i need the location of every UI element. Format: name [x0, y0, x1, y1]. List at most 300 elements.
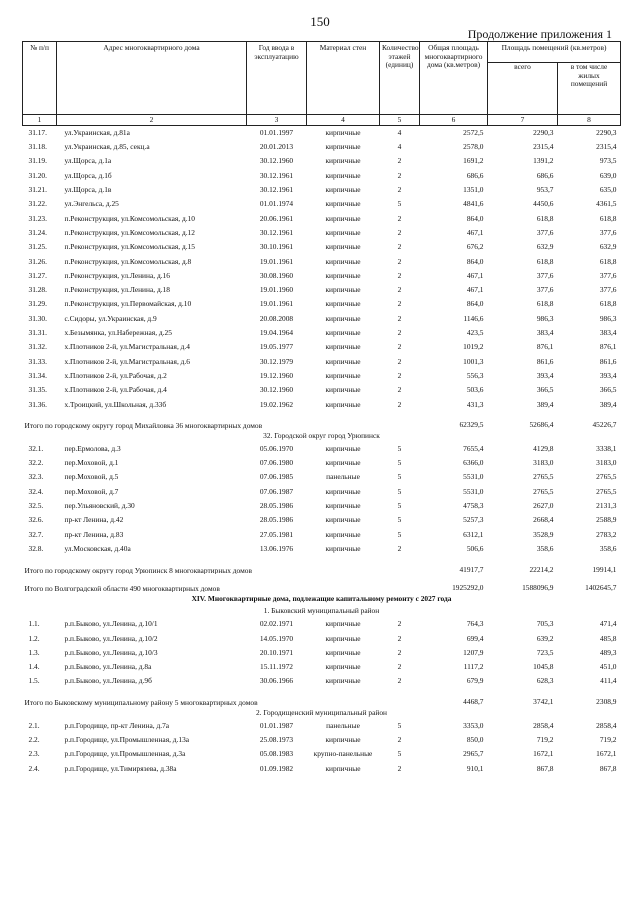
- row-premises-total: 358,6: [536, 543, 554, 553]
- table-row: [23, 456, 621, 470]
- row-address: х.Плотников 2-й, ул.Рабочая, д.2: [64, 370, 167, 380]
- row-floors: 5: [397, 199, 402, 209]
- table-row: [23, 126, 621, 141]
- row-number: 32.6.: [28, 515, 44, 525]
- total-premises: 22214,2: [529, 564, 554, 574]
- row-address: п.Реконструкция, ул.Комсомольская, д.8: [64, 256, 192, 266]
- row-premises-living: 489,3: [599, 647, 617, 657]
- table-row: [23, 240, 621, 254]
- row-address: пер.Моховой, д.5: [64, 472, 119, 482]
- row-premises-living: 2290,3: [596, 127, 617, 137]
- row-year: 25.08.1973: [259, 734, 294, 744]
- row-floors: 5: [397, 515, 402, 525]
- row-number: 31.26.: [28, 256, 47, 266]
- row-premises-living: 2765,5: [596, 472, 617, 482]
- row-material: крупно-панельные: [313, 749, 373, 759]
- row-premises-living: 2588,9: [596, 515, 617, 525]
- row-number: 31.17.: [28, 127, 47, 137]
- row-premises-living: 377,6: [599, 285, 617, 295]
- table-row: [23, 197, 621, 211]
- section-heading-row: [23, 430, 621, 442]
- row-floors: 4: [397, 127, 402, 137]
- row-material: кирпичные: [325, 515, 361, 525]
- row-premises-living: 2131,3: [596, 501, 617, 511]
- table-row: [23, 383, 621, 397]
- total-area: 4468,7: [463, 697, 484, 707]
- row-address: р.п.Быково, ул.Ленина, д.10/1: [64, 619, 158, 629]
- row-address: р.п.Быково, ул.Ленина, д.9б: [64, 676, 152, 686]
- row-material: кирпичные: [325, 270, 361, 280]
- column-index: 8: [558, 115, 621, 126]
- row-address: пер.Ульяновский, д.30: [64, 501, 135, 511]
- row-premises-living: 867,8: [599, 763, 617, 773]
- table-row: [23, 646, 621, 660]
- row-area: 503,6: [466, 385, 484, 395]
- row-premises-living: 1672,1: [596, 749, 617, 759]
- table-row: [23, 485, 621, 499]
- row-premises-total: 377,6: [536, 227, 554, 237]
- row-number: 1.5.: [28, 676, 40, 686]
- row-number: 31.32.: [28, 342, 47, 352]
- row-year: 19.02.1962: [259, 399, 294, 409]
- row-address: р.п.Городище, ул.Промышленная, д.13а: [64, 734, 190, 744]
- row-number: 1.2.: [28, 633, 40, 643]
- header-material: Материал стен: [307, 42, 380, 115]
- row-number: 32.5.: [28, 501, 44, 511]
- row-year: 19.04.1964: [259, 328, 294, 338]
- row-address: ул.Энгельса, д.25: [64, 199, 119, 209]
- row-number: 31.33.: [28, 356, 47, 366]
- row-address: х.Троицкий, ул.Школьная, д.33б: [64, 399, 167, 409]
- row-premises-living: 377,6: [599, 270, 617, 280]
- row-address: х.Безымянка, ул.Набережная, д.25: [64, 328, 172, 338]
- row-address: п.Реконструкция, ул.Ленина, д.18: [64, 285, 170, 295]
- row-area: 3353,0: [463, 720, 484, 730]
- table-row: [23, 471, 621, 485]
- table-row: [23, 499, 621, 513]
- row-address: х.Плотников 2-й, ул.Магистральная, д.4: [64, 342, 190, 352]
- row-number: 31.30.: [28, 313, 47, 323]
- row-year: 05.06.1970: [259, 443, 294, 453]
- row-premises-total: 632,9: [536, 242, 554, 252]
- row-material: кирпичные: [325, 142, 361, 152]
- row-premises-total: 686,6: [536, 170, 554, 180]
- row-premises-total: 705,3: [536, 619, 554, 629]
- row-year: 30.12.1961: [259, 185, 294, 195]
- row-material: кирпичные: [325, 242, 361, 252]
- row-year: 01.01.1987: [259, 720, 294, 730]
- row-material: кирпичные: [325, 619, 361, 629]
- row-premises-living: 377,6: [599, 227, 617, 237]
- table-row: [23, 355, 621, 369]
- row-year: 07.06.1980: [259, 458, 294, 468]
- row-premises-living: 389,4: [599, 399, 617, 409]
- row-year: 19.12.1960: [259, 370, 294, 380]
- table-body: [23, 126, 621, 776]
- row-premises-total: 861,6: [536, 356, 554, 366]
- row-material: кирпичные: [325, 443, 361, 453]
- column-index: 1: [23, 115, 57, 126]
- row-area: 686,6: [466, 170, 484, 180]
- column-index: 2: [57, 115, 247, 126]
- row-premises-total: 2290,3: [533, 127, 554, 137]
- row-material: кирпичные: [325, 734, 361, 744]
- total-premises: 3742,1: [533, 697, 554, 707]
- header-premises: Площадь помещений (кв.метров): [488, 42, 621, 63]
- table-row: [23, 632, 621, 646]
- row-address: р.п.Городище, ул.Тимирязева, д.38а: [64, 763, 177, 773]
- row-material: кирпичные: [325, 370, 361, 380]
- row-number: 31.34.: [28, 370, 47, 380]
- row-area: 423,5: [466, 328, 484, 338]
- column-index: 7: [488, 115, 558, 126]
- section-heading: 1. Быковский муниципальный район: [263, 606, 380, 616]
- row-number: 2.1.: [28, 720, 40, 730]
- row-year: 30.08.1960: [259, 270, 294, 280]
- row-premises-total: 2765,5: [533, 472, 554, 482]
- row-material: кирпичные: [325, 342, 361, 352]
- total-label: Итого по городскому округу город Урюпинск 8 многоквартирных домов: [24, 565, 252, 575]
- row-area: 506,6: [466, 543, 484, 553]
- row-year: 19.01.1961: [259, 256, 294, 266]
- continuation-label: Продолжение приложения 1: [467, 27, 612, 41]
- total-living: 1402645,7: [585, 582, 617, 592]
- row-address: р.п.Быково, ул.Ленина, д.10/3: [64, 647, 158, 657]
- row-area: 864,0: [466, 213, 484, 223]
- row-material: кирпичные: [325, 356, 361, 366]
- total-premises: 1588096,9: [522, 582, 554, 592]
- row-year: 30.10.1961: [259, 242, 294, 252]
- total-area: 1925292,0: [452, 582, 484, 592]
- header-floors: Количество этажей (единиц): [380, 42, 420, 115]
- row-floors: 2: [397, 270, 402, 280]
- row-area: 467,1: [466, 285, 484, 295]
- row-material: панельные: [326, 472, 360, 482]
- total-row: [23, 412, 621, 430]
- row-floors: 2: [397, 633, 402, 643]
- row-material: кирпичные: [325, 328, 361, 338]
- row-area: 5531,0: [463, 486, 484, 496]
- row-material: кирпичные: [325, 385, 361, 395]
- row-material: кирпичные: [325, 676, 361, 686]
- row-area: 1351,0: [463, 185, 484, 195]
- table-row: [23, 617, 621, 631]
- row-premises-total: 383,4: [536, 328, 554, 338]
- row-floors: 5: [397, 458, 402, 468]
- row-premises-total: 867,8: [536, 763, 554, 773]
- section-heading-row: [23, 707, 621, 719]
- row-material: кирпичные: [325, 127, 361, 137]
- row-number: 31.21.: [28, 185, 47, 195]
- row-premises-total: 628,3: [536, 676, 554, 686]
- row-number: 32.8.: [28, 543, 44, 553]
- row-area: 7655,4: [463, 443, 484, 453]
- row-material: кирпичные: [325, 486, 361, 496]
- row-premises-living: 618,8: [599, 213, 617, 223]
- row-number: 31.36.: [28, 399, 47, 409]
- row-material: кирпичные: [325, 170, 361, 180]
- row-material: панельные: [326, 720, 360, 730]
- row-floors: 2: [397, 763, 402, 773]
- row-number: 2.3.: [28, 749, 40, 759]
- row-material: кирпичные: [325, 763, 361, 773]
- table-row: [23, 169, 621, 183]
- row-floors: 2: [397, 156, 402, 166]
- row-area: 4758,3: [463, 501, 484, 511]
- row-floors: 5: [397, 720, 402, 730]
- row-premises-total: 719,2: [536, 734, 554, 744]
- row-premises-living: 632,9: [599, 242, 617, 252]
- row-premises-living: 618,8: [599, 299, 617, 309]
- table-row: [23, 733, 621, 747]
- row-premises-total: 4129,8: [533, 443, 554, 453]
- row-premises-total: 2765,5: [533, 486, 554, 496]
- row-number: 31.18.: [28, 142, 47, 152]
- row-year: 19.01.1961: [259, 299, 294, 309]
- row-year: 20.06.1961: [259, 213, 294, 223]
- header-area: Общая площадь многоквартирного дома (кв.метров): [420, 42, 488, 115]
- row-area: 1691,2: [463, 156, 484, 166]
- row-number: 32.1.: [28, 443, 44, 453]
- row-premises-total: 723,5: [536, 647, 554, 657]
- row-floors: 2: [397, 543, 402, 553]
- row-area: 2965,7: [463, 749, 484, 759]
- row-premises-total: 2627,0: [533, 501, 554, 511]
- row-area: 764,3: [466, 619, 484, 629]
- row-year: 30.12.1979: [259, 356, 294, 366]
- table-row: [23, 542, 621, 556]
- table-row: [23, 255, 621, 269]
- row-area: 1019,2: [463, 342, 484, 352]
- row-premises-total: 3183,0: [533, 458, 554, 468]
- row-address: п.Реконструкция, ул.Комсомольская, д.10: [64, 213, 195, 223]
- row-year: 19.01.1960: [259, 285, 294, 295]
- table-row: [23, 747, 621, 761]
- row-area: 556,3: [466, 370, 484, 380]
- total-row: [23, 574, 621, 592]
- total-living: 19914,1: [592, 564, 617, 574]
- row-address: п.Реконструкция, ул.Комсомольская, д.12: [64, 227, 195, 237]
- row-premises-living: 2315,4: [596, 142, 617, 152]
- row-number: 31.31.: [28, 328, 47, 338]
- row-material: кирпичные: [325, 647, 361, 657]
- row-area: 431,3: [466, 399, 484, 409]
- row-year: 30.06.1966: [259, 676, 294, 686]
- row-area: 6366,0: [463, 458, 484, 468]
- row-address: п.Реконструкция, ул.Ленина, д.16: [64, 270, 170, 280]
- row-premises-living: 485,8: [599, 633, 617, 643]
- row-material: кирпичные: [325, 199, 361, 209]
- table-row: [23, 398, 621, 412]
- row-address: п.Реконструкция, ул.Комсомольская, д.15: [64, 242, 195, 252]
- row-number: 32.4.: [28, 486, 44, 496]
- row-number: 32.3.: [28, 472, 44, 482]
- row-material: кирпичные: [325, 313, 361, 323]
- total-area: 62329,5: [459, 420, 484, 430]
- row-address: ул.Щорса, д.1в: [64, 185, 112, 195]
- row-address: пер.Моховой, д.7: [64, 486, 119, 496]
- row-area: 2572,5: [463, 127, 484, 137]
- row-address: пер.Моховой, д.1: [64, 458, 119, 468]
- row-year: 30.12.1961: [259, 227, 294, 237]
- row-premises-total: 953,7: [536, 185, 554, 195]
- row-floors: 2: [397, 328, 402, 338]
- row-address: ул.Украинская, д.81а: [64, 127, 130, 137]
- row-floors: 2: [397, 647, 402, 657]
- row-material: кирпичные: [325, 285, 361, 295]
- column-index-row: [23, 115, 621, 126]
- row-address: с.Сидоры, ул.Украинская, д.9: [64, 313, 157, 323]
- row-premises-living: 4361,5: [596, 199, 617, 209]
- table-row: [23, 298, 621, 312]
- row-area: 864,0: [466, 299, 484, 309]
- row-premises-living: 358,6: [599, 543, 617, 553]
- row-premises-living: 411,4: [600, 676, 617, 686]
- row-premises-living: 3183,0: [596, 458, 617, 468]
- table-row: [23, 762, 621, 776]
- row-premises-living: 2765,5: [596, 486, 617, 496]
- row-area: 1117,2: [463, 662, 484, 672]
- section-heading-row: [23, 592, 621, 605]
- table-row: [23, 212, 621, 226]
- page-number: 150: [310, 14, 330, 29]
- row-address: р.п.Быково, ул.Ленина, д.10/2: [64, 633, 158, 643]
- row-number: 31.22.: [28, 199, 47, 209]
- row-address: ул.Щорса, д.1а: [64, 156, 112, 166]
- row-floors: 2: [397, 342, 402, 352]
- column-index: 4: [307, 115, 380, 126]
- row-year: 07.06.1987: [259, 486, 294, 496]
- row-address: пер.Ермолова, д.3: [64, 443, 121, 453]
- row-floors: 5: [397, 486, 402, 496]
- row-area: 467,1: [466, 227, 484, 237]
- row-material: кирпичные: [325, 662, 361, 672]
- row-year: 27.05.1981: [259, 529, 294, 539]
- row-address: пр-кт Ленина, д.83: [64, 529, 124, 539]
- row-year: 28.05.1986: [259, 515, 294, 525]
- row-floors: 2: [397, 370, 402, 380]
- total-row: [23, 556, 621, 574]
- row-premises-total: 2668,4: [533, 515, 554, 525]
- total-living: 2308,9: [596, 697, 617, 707]
- row-material: кирпичные: [325, 213, 361, 223]
- row-year: 30.12.1961: [259, 170, 294, 180]
- row-premises-total: 1045,8: [533, 662, 554, 672]
- row-address: п.Реконструкция, ул.Первомайская, д.10: [64, 299, 192, 309]
- section-heading: 32. Городской округ город Урюпинск: [263, 430, 380, 440]
- row-floors: 2: [397, 227, 402, 237]
- row-floors: 2: [397, 185, 402, 195]
- row-material: кирпичные: [325, 633, 361, 643]
- row-premises-living: 2858,4: [596, 720, 617, 730]
- header-num: № п/п: [23, 42, 57, 115]
- row-area: 864,0: [466, 256, 484, 266]
- row-premises-total: 3528,9: [533, 529, 554, 539]
- total-label: Итого по Волгоградской области 490 многоквартирных домов: [24, 583, 220, 593]
- row-year: 28.05.1986: [259, 501, 294, 511]
- row-premises-living: 876,1: [599, 342, 617, 352]
- row-premises-total: 1672,1: [533, 749, 554, 759]
- row-premises-living: 719,2: [599, 734, 617, 744]
- row-address: х.Плотников 2-й, ул.Рабочая, д.4: [64, 385, 167, 395]
- row-number: 31.25.: [28, 242, 47, 252]
- row-year: 13.06.1976: [259, 543, 294, 553]
- row-floors: 2: [397, 242, 402, 252]
- row-floors: 4: [397, 142, 402, 152]
- row-premises-living: 618,8: [599, 256, 617, 266]
- row-area: 910,1: [466, 763, 484, 773]
- row-premises-total: 618,8: [536, 256, 554, 266]
- row-year: 01.01.1974: [259, 199, 294, 209]
- row-premises-total: 639,2: [536, 633, 554, 643]
- row-premises-living: 973,5: [599, 156, 617, 166]
- row-year: 07.06.1985: [259, 472, 294, 482]
- row-premises-living: 471,4: [599, 619, 617, 629]
- row-premises-living: 393,4: [599, 370, 617, 380]
- header-premises-living: в том числе жилых помещений: [558, 63, 621, 115]
- row-area: 1001,3: [463, 356, 484, 366]
- row-address: ул.Московская, д.40а: [64, 543, 131, 553]
- row-area: 5257,3: [463, 515, 484, 525]
- table-row: [23, 226, 621, 240]
- row-premises-total: 986,3: [536, 313, 554, 323]
- table-row: [23, 675, 621, 689]
- row-year: 02.02.1971: [259, 619, 294, 629]
- row-material: кирпичные: [325, 399, 361, 409]
- row-premises-living: 639,0: [599, 170, 617, 180]
- row-number: 31.23.: [28, 213, 47, 223]
- row-address: р.п.Городище, ул.Промышленная, д.3а: [64, 749, 186, 759]
- row-address: х.Плотников 2-й, ул.Магистральная, д.6: [64, 356, 190, 366]
- row-premises-living: 635,0: [599, 185, 617, 195]
- row-year: 14.05.1970: [259, 633, 294, 643]
- section-heading: XIV. Многоквартирные дома, подлежащие капитальному ремонту с 2027 года: [191, 593, 452, 603]
- row-material: кирпичные: [325, 458, 361, 468]
- total-row: [23, 689, 621, 707]
- row-area: 467,1: [466, 270, 484, 280]
- row-number: 32.7.: [28, 529, 44, 539]
- table-row: [23, 369, 621, 383]
- row-premises-living: 366,5: [599, 385, 617, 395]
- row-floors: 5: [397, 472, 402, 482]
- row-number: 31.20.: [28, 170, 47, 180]
- header-premises-total: всего: [488, 63, 558, 115]
- row-material: кирпичные: [325, 227, 361, 237]
- total-area: 41917,7: [459, 564, 484, 574]
- row-area: 699,4: [466, 633, 484, 643]
- row-floors: 5: [397, 443, 402, 453]
- row-number: 1.1.: [28, 619, 40, 629]
- row-premises-total: 389,4: [536, 399, 554, 409]
- table-row: [23, 660, 621, 674]
- row-area: 676,2: [466, 242, 484, 252]
- header-address: Адрес многоквартирного дома: [57, 42, 247, 115]
- row-premises-total: 1391,2: [533, 156, 554, 166]
- row-floors: 2: [397, 213, 402, 223]
- row-material: кирпичные: [325, 185, 361, 195]
- row-address: пр-кт Ленина, д.42: [64, 515, 124, 525]
- total-premises: 52686,4: [529, 420, 554, 430]
- row-area: 4841,6: [463, 199, 484, 209]
- row-material: кирпичные: [325, 156, 361, 166]
- row-premises-total: 366,5: [536, 385, 554, 395]
- row-premises-living: 2783,2: [596, 529, 617, 539]
- row-number: 2.4.: [28, 763, 40, 773]
- row-premises-total: 4450,6: [533, 199, 554, 209]
- row-year: 05.08.1983: [259, 749, 294, 759]
- row-premises-total: 377,6: [536, 270, 554, 280]
- table-row: [23, 528, 621, 542]
